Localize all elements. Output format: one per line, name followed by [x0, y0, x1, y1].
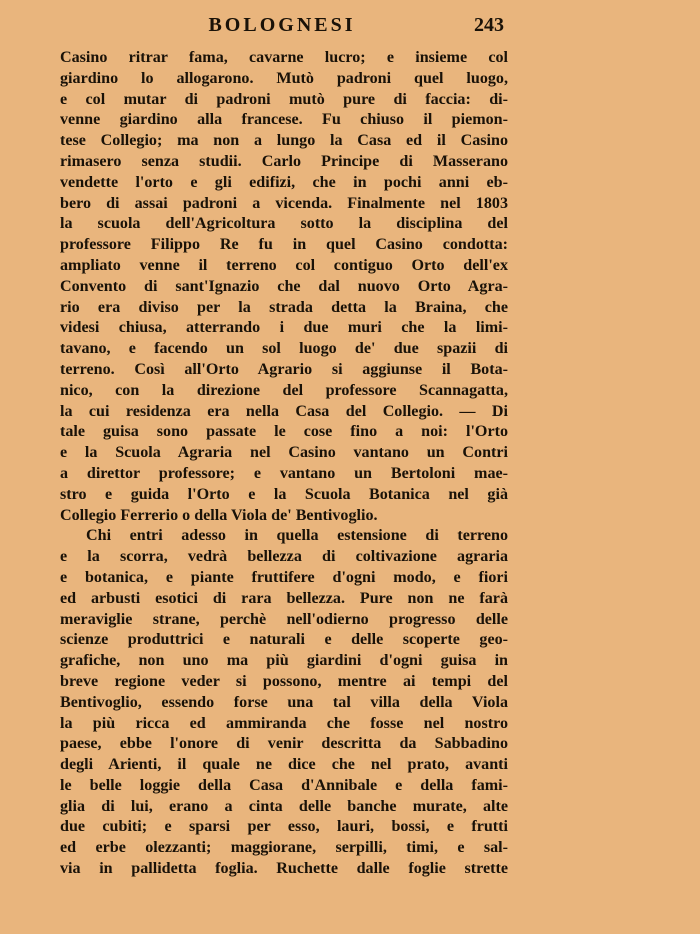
text-line: breve regione veder si possono, mentre ai tempi del: [60, 672, 508, 690]
text-line: giardino lo allogarono. Mutò padroni quel luogo,: [60, 69, 508, 87]
text-line: tale guisa sono passate le cose fino a noi: l'Orto: [60, 423, 508, 441]
text-line: ed arbusti esotici di rara bellezza. Pure non ne farà: [60, 589, 508, 607]
text-line: Casino ritrar fama, cavarne lucro; e insieme col: [60, 49, 508, 66]
body-text: [60, 48, 508, 880]
text-line: e la Scuola Agraria nel Casino vantano un Contri: [60, 444, 508, 462]
text-line: venne giardino alla francese. Fu chiuso il piemon-: [60, 111, 508, 129]
text-line: ampliato venne il terreno col contiguo Orto dell'ex: [60, 256, 508, 274]
text-line: Convento di sant'Ignazio che dal nuovo Orto Agra-: [60, 277, 508, 295]
text-line: Bentivoglio, essendo forse una tal villa della Viola: [60, 693, 508, 711]
text-line: e la scorra, vedrà bellezza di coltivazione agraria: [60, 548, 508, 566]
text-line: la cui residenza era nella Casa del Collegio. — Di: [60, 402, 508, 420]
text-line: due cubiti; e sparsi per esso, lauri, bossi, e frutti: [60, 818, 508, 836]
text-line: glia di lui, erano a cinta delle banche murate, alte: [60, 797, 508, 815]
running-head: [60, 14, 504, 40]
text-line: tese Collegio; ma non a lungo la Casa ed il Casino: [60, 132, 508, 150]
text-line: meraviglie strane, perchè nell'odierno progresso delle: [60, 610, 508, 628]
text-line: a direttor professore; e vantano un Bertoloni mae-: [60, 464, 508, 482]
text-line: via in pallidetta foglia. Ruchette dalle foglie strette: [60, 860, 508, 878]
text-line: tavano, e facendo un sol luogo de' due spazii di: [60, 340, 508, 358]
text-line: paese, ebbe l'onore di venir descritta da Sabbadino: [60, 735, 508, 753]
text-line: grafiche, non uno ma più giardini d'ogni guisa in: [60, 652, 508, 670]
text-line: bero di assai padroni a vicenda. Finalmente nel 1803: [60, 194, 508, 212]
paragraph-start-line: Chi entri adesso in quella estensione di terreno: [86, 527, 508, 545]
text-line: rio era diviso per la strada detta la Braina, che: [60, 298, 508, 316]
text-line: videsi chiusa, atterrando i due muri che la limi-: [60, 319, 508, 337]
text-line: e col mutar di padroni mutò pure di faccia: di-: [60, 90, 508, 108]
text-line: le belle loggie della Casa d'Annibale e della fami-: [60, 776, 508, 794]
text-line: vendette l'orto e gli edifizi, che in pochi anni eb-: [60, 173, 508, 191]
page-number: 243: [474, 14, 504, 36]
paragraph-end-line: Collegio Ferrerio o della Viola de' Bentivoglio.: [60, 506, 378, 524]
running-title: BOLOGNESI: [208, 14, 356, 36]
text-line: nico, con la direzione del professore Scannagatta,: [60, 381, 508, 399]
text-line: la più ricca ed ammiranda che fosse nel nostro: [60, 714, 508, 732]
text-line: e botanica, e piante fruttifere d'ogni modo, e fiori: [60, 568, 508, 586]
text-line: stro e guida l'Orto e la Scuola Botanica nel già: [60, 485, 508, 503]
text-line: ed erbe olezzanti; maggiorane, serpilli, timi, e sal-: [60, 839, 508, 857]
text-line: terreno. Così all'Orto Agrario si aggiunse il Bota-: [60, 360, 508, 378]
text-line: rimasero senza studii. Carlo Principe di Masserano: [60, 152, 508, 170]
text-line: professore Filippo Re fu in quel Casino condotta:: [60, 236, 508, 254]
text-line: degli Arienti, il quale ne dice che nel prato, avanti: [60, 756, 508, 774]
text-line: scienze produttrici e naturali e delle scoperte geo-: [60, 631, 508, 649]
text-line: la scuola dell'Agricoltura sotto la disciplina del: [60, 215, 508, 233]
